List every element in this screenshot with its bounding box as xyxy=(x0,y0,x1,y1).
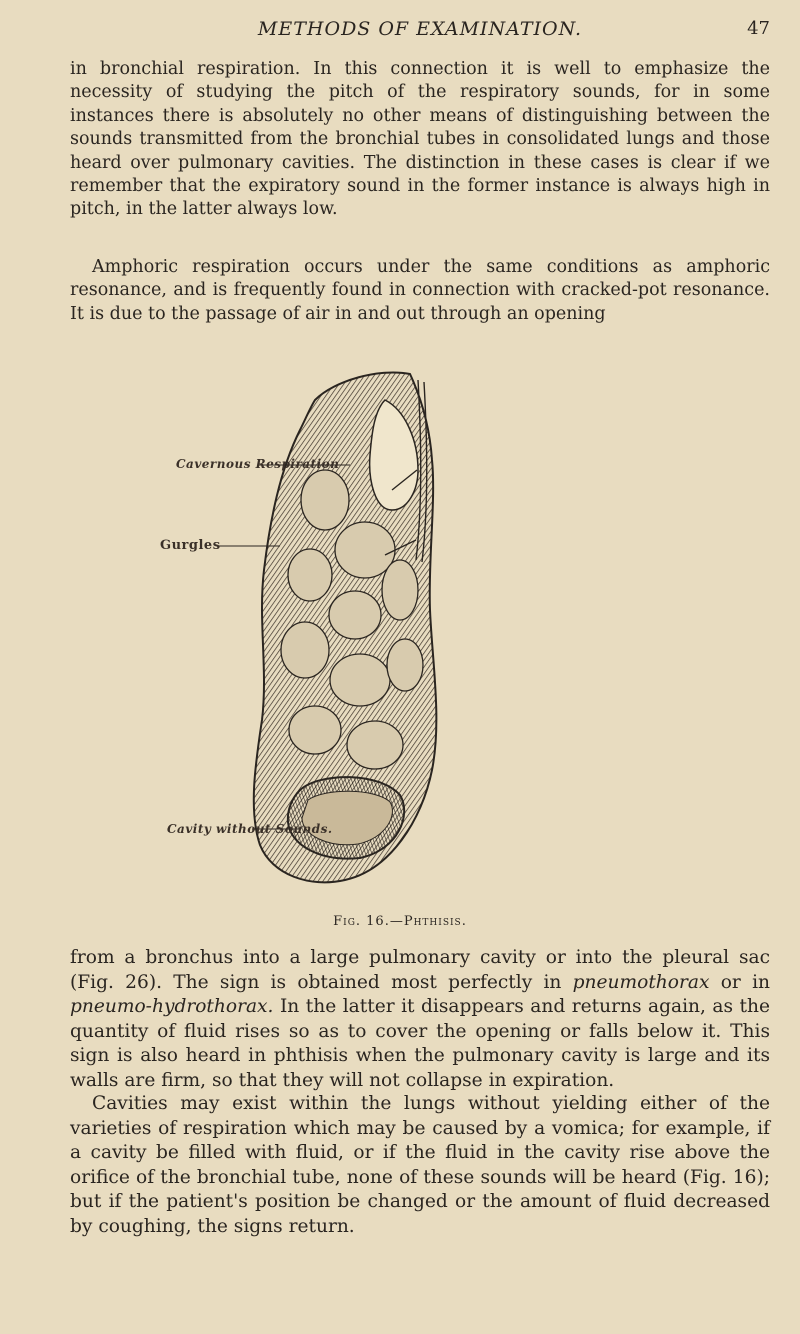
term-pneumothorax: pneumothorax xyxy=(572,971,710,993)
paragraph-3-text-b: or in xyxy=(709,971,770,993)
figure-caption: Fig. 16.—Phthisis. xyxy=(333,914,467,929)
paragraph-2 xyxy=(70,256,770,326)
label-gurgles: Gurgles xyxy=(160,538,221,553)
running-header xyxy=(70,14,770,44)
page-number: 47 xyxy=(747,18,770,39)
paragraph-3-text-a: from a bronchus into a large pulmonary cavity or into the pleural sac (Fig. 26). The sign is obtained most perfectly in xyxy=(70,947,770,993)
paragraph-3 xyxy=(70,946,770,1094)
lung-illustration-icon xyxy=(160,360,640,900)
label-cavity-without-sounds: Cavity without Sounds. xyxy=(167,822,333,836)
running-title: METHODS OF EXAMINATION. xyxy=(257,18,583,40)
paragraph-1: in bronchial respiration. In this connection it is well to emphasize the necessity of studying the pitch of the respiratory sounds, for in some instances there is absolutely no other means of distinguishing between the sounds transmitted from the bronchial tubes in consolidated lungs and those heard over pulmonary cavities. The distinction in these cases is clear if we remember that the expiratory sound in the former instance is always high in pitch, in the latter always low. xyxy=(70,59,770,220)
paragraph-4 xyxy=(70,1092,770,1240)
paragraph-2-text: Amphoric respiration occurs under the same conditions as amphoric resonance, and is frequently found in connection with cracked-pot resonance. It is due to the passage of air in and out through an opening xyxy=(70,257,770,324)
figure-16 xyxy=(160,360,640,900)
label-cavernous-respiration: Cavernous Respiration xyxy=(176,457,340,471)
paragraph-3-text-c: In the latter it disappears and returns again, as the quantity of fluid rises so as to cover the opening or falls below it. This sign is also heard in phthisis when the pulmonary cavity is large and its walls are firm, so that they will not collapse in expiration. xyxy=(70,996,770,1091)
term-pneumo-hydrothorax: pneumo-hydrothorax. xyxy=(70,996,274,1018)
paragraph-4-text: Cavities may exist within the lungs without yielding either of the varieties of respiration which may be caused by a vomica; for example, if a cavity be filled with fluid, or if the fluid in the cavity rise above the orifice of the bronchial tube, none of these sounds will be heard (Fig. 16); but if the patient's position be changed or the amount of fluid decreased by coughing, the signs return. xyxy=(70,1093,770,1237)
